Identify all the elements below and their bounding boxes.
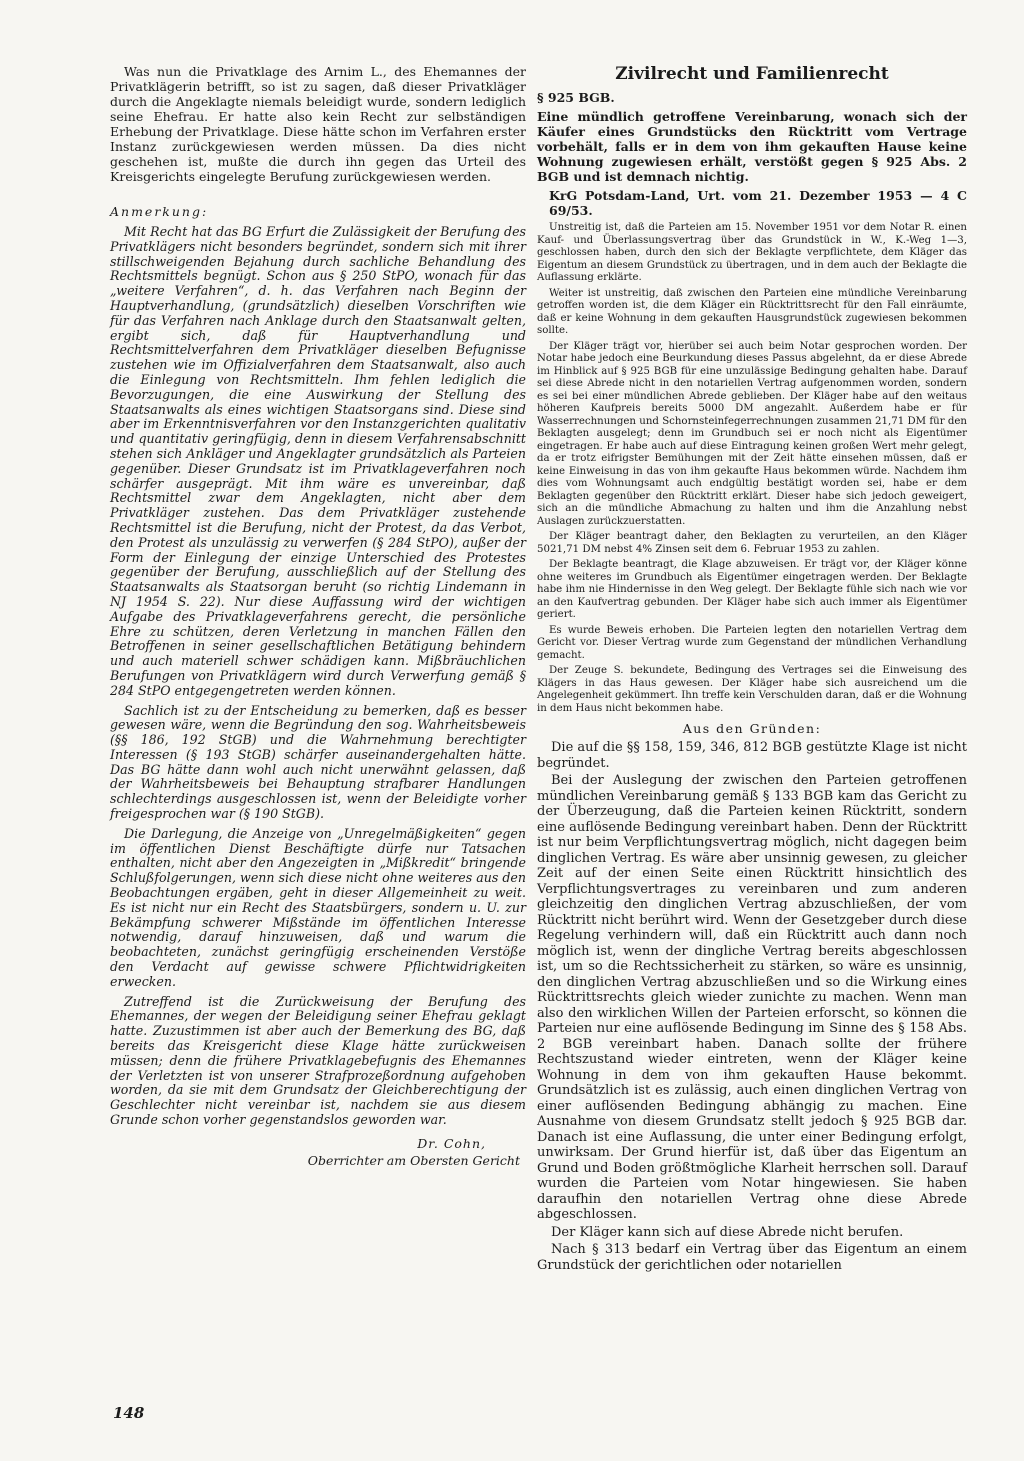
section-title: Zivilrecht und Familienrecht: [615, 64, 889, 84]
court-citation: KrG Potsdam-Land, Urt. vom 21. Dezember 1953 — 4 C 69/53.: [549, 188, 967, 218]
reasons-paragraph: Der Kläger kann sich auf diese Abrede nicht berufen.: [551, 1224, 904, 1240]
right-column: [537, 64, 967, 1275]
signature-name: Dr. Cohn,: [417, 1135, 486, 1151]
signature-title: Oberrichter am Obersten Gericht: [307, 1152, 520, 1168]
headnote: Eine mündlich getroffene Vereinbarung, wonach sich der Käufer eines Grundstücks den Rücktritt vom Vertrage vorbehält, falls er in dem von ihm gekauften Hause keine Wohnung zugewiesen erhält, verstößt gegen § 925 Abs. 2 BGB und ist demnach nichtig.: [537, 109, 967, 184]
facts-paragraph: Weiter ist unstreitig, daß zwischen den Parteien eine mündliche Vereinbarung getroffen worden ist, die dem Kläger ein Rücktrittsrecht für den Fall einräumte, daß er keine Wohnung in dem gekauften Hausgrundstück zugewiesen bekommen sollte.: [537, 287, 967, 336]
reasons-paragraph: Nach § 313 bedarf ein Vertrag über das Eigentum an einem Grundstück der gerichtlichen oder notariellen: [537, 1242, 967, 1273]
annotation-body: [110, 225, 526, 1128]
reasons-paragraph: Bei der Auslegung der zwischen den Parteien getroffenen mündlichen Vereinbarung gemäß § 133 BGB kam das Gericht zu der Überzeugung, daß die Parteien keinen Rücktritt, sondern eine auflösende Bedingung vereinbart haben. Denn der Rücktritt ist nur beim Verpflichtungsvertrag möglich, nicht dagegen beim dinglichen Vertrag. Es wäre aber unsinnig gewesen, zu gleicher Zeit auf der einen Seite einen Rücktritt hinsichtlich des Verpflichtungsvertrages zu vereinbaren und zum anderen gleichzeitig den dinglichen Vertrag abzuschließen, der vom Rücktritt nicht berührt wird. Wenn der Gesetzgeber durch diese Regelung verhindern will, daß ein Rücktritt auch dann noch möglich ist, wenn der dingliche Vertrag bereits abgeschlossen ist, um so die Rechtssicherheit zu stärken, so wäre es unsinnig, den dinglichen Vertrag abzuschließen und so die Wirkung eines Rücktrittsrechts gleich wieder zunichte zu machen. Wenn man also den wirklichen Willen der Parteien erforscht, so können die Parteien nur eine auflösende Bedingung im Sinne des § 158 Abs. 2 BGB vereinbart haben. Danach sollte der frühere Rechtszustand wieder eintreten, wenn der Kläger keine Wohnung in dem von ihm gekauften Hause bekommt. Grundsätzlich ist es zulässig, auch einen dinglichen Vertrag von einer auflösenden Bedingung abhängig zu machen. Eine Ausnahme von diesem Grundsatz stellt jedoch § 925 BGB dar. Danach ist eine Auflassung, die unter einer Bedingung erfolgt, unwirksam. Der Grund hierfür ist, daß über das Eigentum an Grund und Boden größtmögliche Klarheit herrschen soll. Darauf wurden die Parteien vom Notar hingewiesen. Sie haben daraufhin den notariellen Vertrag ohne diese Abrede abgeschlossen.: [537, 773, 967, 1222]
facts-section: [537, 222, 967, 715]
left-column: [110, 64, 526, 1168]
intro-paragraph: Was nun die Privatklage des Arnim L., des Ehemannes der Privatklägerin betrifft, so ist zu sagen, daß dieser Privatkläger durch die Angeklagte niemals beleidigt wurde, sondern lediglich seine Ehefrau. Er hatte also kein Recht zur selbständigen Erhebung der Privatklage. Diese hätte schon im Verfahren erster Instanz zurückgewiesen werden müssen. Da dies nicht geschehen ist, mußte die durch ihn gegen das Urteil des Kreisgerichts eingelegte Berufung zurückgewiesen werden.: [110, 64, 526, 184]
annotation-paragraph: Zutreffend ist die Zurückweisung der Berufung des Ehemannes, der wegen der Beleidigung seiner Ehefrau geklagt hatte. Zuzustimmen ist aber auch der Bemerkung des BG, daß bereits das Kreisgericht diese Klage hätte zurückweisen müssen; denn die frühere Privatklagebefugnis des Ehemannes der Verletzten ist von unserer Strafprozeßordnung aufgehoben worden, da sie mit dem Grundsatz der Gleichberechtigung der Geschlechter nicht vereinbar ist, nachdem sie aus diesem Grunde schon vorher gegenstandslos geworden war.: [110, 993, 526, 1128]
reasons-section: [537, 740, 967, 1273]
annotation-paragraph: Sachlich ist zu der Entscheidung zu bemerken, daß es besser gewesen wäre, wenn die Begründung den sog. Wahrheitsbeweis (§§ 186, 192 StGB) und die Wahrnehmung berechtigter Interessen (§ 193 StGB) schärfer auseinandergehalten hätte. Das BG hätte dann wohl auch nicht unerwähnt gelassen, daß der Wahrheitsbeweis bei Behauptung strafbarer Handlungen schlechterdings ausgeschlossen ist, wenn der Beleidigte vorher freigesprochen war (§ 190 StGB).: [110, 702, 526, 822]
reasons-paragraph: Die auf die §§ 158, 159, 346, 812 BGB gestützte Klage ist nicht begründet.: [537, 740, 967, 771]
facts-paragraph: Der Zeuge S. bekundete, Bedingung des Vertrages sei die Einweisung des Klägers in das Haus gewesen. Der Kläger habe sich ausreichend um die Angelegenheit gekümmert. Ihn treffe kein Verschulden daran, daß er die Wohnung in dem Haus nicht bekommen habe.: [537, 665, 967, 714]
facts-paragraph: Der Kläger trägt vor, hierüber sei auch beim Notar gesprochen worden. Der Notar habe jedoch eine Beurkundung dieses Passus abgelehnt, da er diese Abrede im Hinblick auf § 925 BGB für eine unzulässige Bedingung gehalten habe. Darauf sei diese Abrede nicht in den notariellen Vertrag aufgenommen worden, sondern es sei bei einer mündlichen Abrede geblieben. Der Kläger habe auf den weitaus höheren Kaufpreis bereits 5000 DM angezahlt. Außerdem habe er für Wasserrechnungen und Schornsteinfegerrechnungen zusammen 21,71 DM für den Beklagten ausgelegt; denn im Grundbuch sei er noch nicht als Eigentümer eingetragen. Er habe auch auf diese Eintragung keinen großen Wert mehr gelegt, da er trotz eifrigster Bemühungen mit der Zeit hätte einsehen müssen, daß er keine Einweisung in das von ihm gekaufte Haus bekommen würde. Nachdem ihm dies vom Wohnungsamt auch endgültig bestätigt worden sei, habe er dem Beklagten gegenüber den Rücktritt erklärt. Dieser habe sich jedoch geweigert, sich an die mündliche Abmachung zu halten und ihm die Anzahlung nebst Auslagen zurückzuerstatten.: [537, 340, 967, 527]
page-number: 148: [113, 1404, 145, 1422]
facts-paragraph: Der Kläger beantragt daher, den Beklagten zu verurteilen, an den Kläger 5021,71 DM nebst 4% Zinsen seit dem 6. Februar 1953 zu zahlen.: [537, 531, 967, 555]
annotation-paragraph: Mit Recht hat das BG Erfurt die Zulässigkeit der Berufung des Privatklägers nicht besonders begründet, sondern sich mit ihrer stillschweigenden Bejahung durch sachliche Behandlung des Rechtsmittels begnügt. Schon aus § 250 StPO, wonach für das „weitere Verfahren“, d. h. das Verfahren nach Beginn der Hauptverhandlung, (grundsätzlich) dieselben Vorschriften wie für das Verfahren nach Anklage durch den Staatsanwalt gelten, ergibt sich, daß für Hauptverhandlung und Rechtsmittelverfahren dem Privatkläger dieselben Befugnisse zustehen wie im Offizialverfahren dem Staatsanwalt, also auch die Einlegung von Rechtsmitteln. Ihm fehlen lediglich die Bevorzugungen, die eine Auswirkung der Stellung des Staatsanwalts als eines wichtigen Staatsorgans sind. Diese sind aber im Erkenntnisverfahren vor den Instanzgerichten qualitativ und quantitativ geringfügig, denn in diesem Verfahrensabschnitt stehen sich Ankläger und Angeklagter grundsätzlich als Parteien gegenüber. Dieser Grundsatz ist im Privatklageverfahren noch schärfer ausgeprägt. Mit ihm wäre es unvereinbar, daß Rechtsmittel zwar dem Angeklagten, nicht aber dem Privatkläger zustehen. Das dem Privatkläger zustehende Rechtsmittel ist die Berufung, nicht der Protest, da das Verbot, den Protest als unzulässig zu verwerfen (§ 284 StPO), außer der Form der Einlegung der einzige Unterschied des Protestes gegenüber der Berufung, ausschließlich auf der Stellung des Staatsanwalts als Staatsorgan beruht (so richtig Lindemann in NJ 1954 S. 22). Nur diese Auffassung wird der wichtigen Aufgabe des Privatklageverfahrens gerecht, die persönliche Ehre zu schützen, deren Verletzung in manchen Fällen den Betroffenen in seiner gesellschaftlichen Betätigung behindern und auch materiell schwer schädigen kann. Mißbräuchlichen Berufungen von Privatklägern wird durch Verwerfung gemäß § 284 StPO entgegengetreten werden können.: [110, 224, 526, 698]
annotation-paragraph: Die Darlegung, die Anzeige von „Unregelmäßigkeiten“ gegen im öffentlichen Dienst Beschäftigte dürfe nur Tatsachen enthalten, nicht aber den Angezeigten in „Mißkredit“ bringende Schlußfolgerungen, wenn sich diese nicht ohne weiteres aus den Beobachtungen ergäben, geht in dieser Allgemeinheit zu weit. Es ist nicht nur ein Recht des Staatsbürgers, sondern u. U. zur Bekämpfung schwerer Mißstände im öffentlichen Interesse notwendig, darauf hinzuweisen, daß und warum die beobachteten, zunächst geringfügig erscheinenden Verstöße den Verdacht auf gewisse schwere Pflichtwidrigkeiten erwecken.: [110, 825, 526, 989]
facts-paragraph: Es wurde Beweis erhoben. Die Parteien legten den notariellen Vertrag dem Gericht vor. Dieser Vertrag wurde zum Gegenstand der mündlichen Verhandlung gemacht.: [537, 624, 967, 661]
facts-paragraph: Unstreitig ist, daß die Parteien am 15. November 1951 vor dem Notar R. einen Kauf- und Überlassungsvertrag über das Grundstück in W., K.-Weg 1—3, geschlossen haben, durch den sich der Beklagte verpflichtete, dem Kläger das Eigentum an diesem Grundstück zu übertragen, und in dem auch der Beklagte die Auflassung erklärte.: [537, 222, 967, 283]
annotation-heading: Anmerkung:: [110, 204, 209, 219]
facts-paragraph: Der Beklagte beantragt, die Klage abzuweisen. Er trägt vor, der Kläger könne ohne weiteres im Grundbuch als Eigentümer eingetragen werden. Der Beklagte habe ihm nie Hindernisse in den Weg gelegt. Der Beklagte fühle sich nach wie vor an den Kaufvertrag gebunden. Der Kläger habe sich auch immer als Eigentümer geriert.: [537, 559, 967, 620]
reasons-heading: Aus den Gründen:: [682, 721, 822, 736]
statute-reference: § 925 BGB.: [537, 90, 615, 105]
